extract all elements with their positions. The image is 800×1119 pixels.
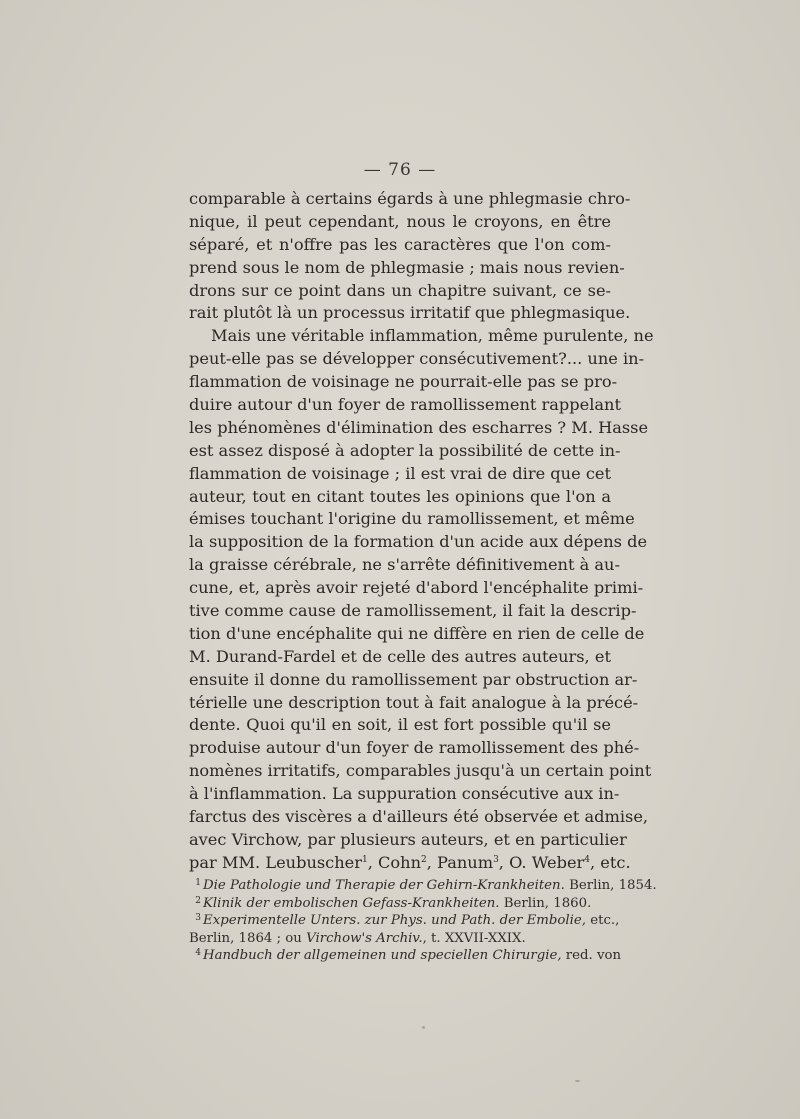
footnote-4: 4 Handbuch der allgemeinen und speciellen Chirurgie, red. von <box>195 948 622 964</box>
text-line: auteur, tout en citant toutes les opinions que l'on a <box>189 486 611 506</box>
body-text <box>189 188 654 875</box>
text-line: séparé, et n'offre pas les caractères que l'on com- <box>189 234 611 254</box>
text-line: tive comme cause de ramollissement, il fait la descrip- <box>189 601 637 621</box>
text-line: ensuite il donne du ramollissement par obstruction ar- <box>189 669 638 689</box>
footnote-2: 2 Klinik der embolischen Gefass-Krankheiten. Berlin, 1860. <box>195 895 592 911</box>
paper-speck <box>422 1026 425 1029</box>
footnote-1: 1 Die Pathologie und Therapie der Gehirn-Krankheiten. Berlin, 1854. <box>195 878 657 893</box>
footnote-ref-1: 1 <box>362 854 368 865</box>
text-line: rait plutôt là un processus irritatif que phlegmasique. <box>189 303 631 323</box>
paper-speck <box>575 1080 580 1082</box>
line-sep: , Panum <box>426 852 494 872</box>
footnote-3-continued <box>189 930 611 948</box>
text-line: la supposition de la formation d'un acide aux dépens de <box>189 532 648 552</box>
text-line-with-references <box>189 852 631 875</box>
text-line: farctus des viscères a d'ailleurs été observée et admise, <box>189 807 649 827</box>
text-line: drons sur ce point dans un chapitre suivant, ce se- <box>189 280 611 300</box>
text-line: produise autour d'un foyer de ramollissement des phé- <box>189 738 640 758</box>
text-line: comparable à certains égards à une phlegmasie chro- <box>189 189 631 208</box>
text-line: émises touchant l'origine du ramollissement, et même <box>189 509 635 529</box>
text-line: prend sous le nom de phlegmasie ; mais nous revien- <box>189 257 625 277</box>
text-line: est assez disposé à adopter la possibilité de cette in- <box>189 440 621 460</box>
text-line: avec Virchow, par plusieurs auteurs, et en particulier <box>189 829 627 849</box>
footnote-detail: , t. XXVII-XXIX. <box>422 930 526 946</box>
text-line: flammation de voisinage ; il est vrai de dire que cet <box>189 463 611 483</box>
footnote-title: Virchow's Archiv. <box>306 930 423 946</box>
footnote-ref-4: 4 <box>584 854 591 865</box>
text-line: dente. Quoi qu'il en soit, il est fort possible qu'il se <box>189 715 611 735</box>
text-line: la graisse cérébrale, ne s'arrête définitivement à au- <box>189 555 620 575</box>
footnote-ref-2: 2 <box>421 854 427 865</box>
text-line: Mais une véritable inflammation, même purulente, ne <box>211 326 654 346</box>
text-line: duire autour d'un foyer de ramollissement rappelant <box>189 395 621 415</box>
footnote-detail: etc., <box>586 913 620 929</box>
line-sep: , O. Weber <box>498 852 585 872</box>
text-line: peut-elle pas se développer consécutivement?... une in- <box>189 349 645 369</box>
footnote-title: Experimentelle Unters. zur Phys. und Path. der Embolie, <box>203 913 587 929</box>
footnote-detail: Berlin, 1860. <box>499 895 592 911</box>
line-suffix: , etc. <box>590 852 631 872</box>
text-line: tion d'une encéphalite qui ne diffère en rien de celle de <box>189 623 645 643</box>
footnote-ref-3: 3 <box>493 854 499 865</box>
page-number: — 76 — <box>363 160 437 180</box>
line-sep: , Cohn <box>367 852 422 872</box>
text-line: nomènes irritatifs, comparables jusqu'à un certain point <box>189 761 652 781</box>
footnote-detail: Berlin, 1854. <box>564 878 657 893</box>
text-line: flammation de voisinage ne pourrait-elle pas se pro- <box>189 372 618 392</box>
text-line: cune, et, après avoir rejeté d'abord l'encéphalite primi- <box>189 578 644 598</box>
footnote-title: Klinik der embolischen Gefass-Krankheiten. <box>203 895 500 911</box>
text-line: M. Durand-Fardel et de celle des autres auteurs, et <box>189 646 611 666</box>
text-line: nique, il peut cependant, nous le croyons, en être <box>189 211 611 231</box>
text-line: les phénomènes d'élimination des escharres ? M. Hasse <box>189 417 649 437</box>
text-line: térielle une description tout à fait analogue à la précé- <box>189 692 639 712</box>
footnote-3: 3 Experimentelle Unters. zur Phys. und Path. der Embolie, etc., <box>195 913 620 929</box>
line-prefix: par MM. Leubuscher <box>189 852 362 872</box>
footnote-detail: Berlin, 1864 ; ou <box>189 930 307 946</box>
footnote-detail: red. von <box>561 948 622 964</box>
text-line: à l'inflammation. La suppuration consécutive aux in- <box>189 784 620 804</box>
footnote-title: Die Pathologie und Therapie der Gehirn-Krankheiten. <box>203 878 565 893</box>
footnotes <box>189 877 657 965</box>
footnote-title: Handbuch der allgemeinen und speciellen Chirurgie, <box>203 948 562 964</box>
